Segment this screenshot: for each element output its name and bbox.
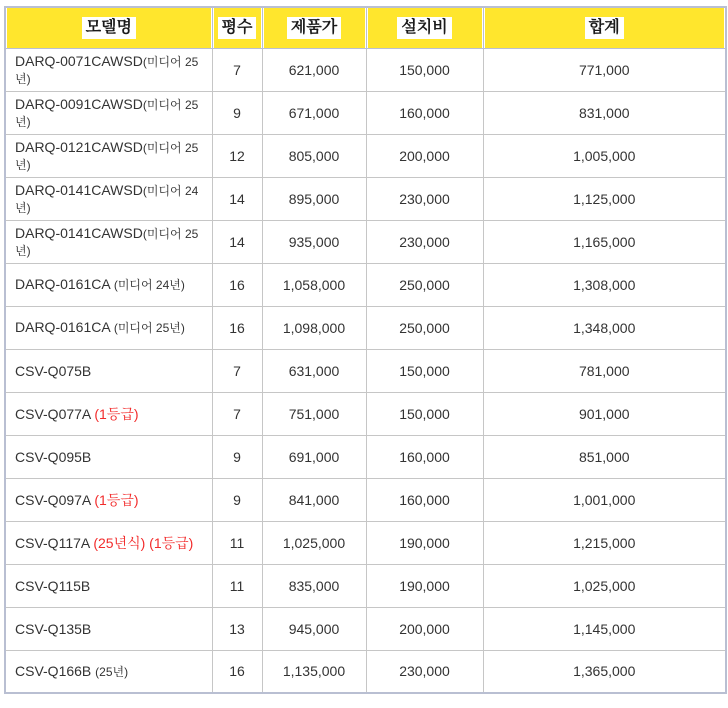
table-row <box>5 607 726 650</box>
total-cell: 1,001,000 <box>483 478 726 521</box>
install-cell: 190,000 <box>366 564 483 607</box>
pyeong-cell: 9 <box>212 478 262 521</box>
total-cell: 1,145,000 <box>483 607 726 650</box>
install-cell: 230,000 <box>366 177 483 220</box>
model-cell <box>5 435 212 478</box>
model-name: CSV-Q097A <box>15 491 91 508</box>
price-cell: 935,000 <box>262 220 366 263</box>
pyeong-cell: 9 <box>212 91 262 134</box>
total-cell: 831,000 <box>483 91 726 134</box>
install-cell: 200,000 <box>366 134 483 177</box>
total-cell: 1,365,000 <box>483 650 726 693</box>
install-cell: 150,000 <box>366 48 483 91</box>
install-cell: 250,000 <box>366 306 483 349</box>
model-name: CSV-Q095B <box>15 448 92 465</box>
table-row <box>5 478 726 521</box>
table-row <box>5 177 726 220</box>
pyeong-cell: 16 <box>212 650 262 693</box>
total-cell: 1,165,000 <box>483 220 726 263</box>
model-name: CSV-Q077A <box>15 405 91 422</box>
install-cell: 250,000 <box>366 263 483 306</box>
table-row <box>5 48 726 91</box>
model-name: DARQ-0091CAWSD <box>15 95 143 112</box>
pyeong-cell: 14 <box>212 177 262 220</box>
table-body <box>5 48 726 693</box>
table-row <box>5 435 726 478</box>
model-note: (미디어 24년) <box>113 278 185 292</box>
model-note: (미디어 25년) <box>15 54 199 86</box>
model-name: DARQ-0141CAWSD <box>15 224 143 241</box>
column-header-total <box>483 7 726 48</box>
column-header-price-label: 제품가 <box>287 17 341 39</box>
install-cell: 190,000 <box>366 521 483 564</box>
model-red-note: (1등급) <box>90 405 139 422</box>
table-row <box>5 650 726 693</box>
table-row <box>5 521 726 564</box>
model-name: CSV-Q117A <box>15 534 90 551</box>
price-cell: 1,058,000 <box>262 263 366 306</box>
pyeong-cell: 7 <box>212 349 262 392</box>
model-cell <box>5 392 212 435</box>
model-note: (미디어 25년) <box>15 140 199 172</box>
header-row <box>5 7 726 48</box>
model-name: DARQ-0121CAWSD <box>15 138 143 155</box>
price-table <box>4 6 727 694</box>
model-cell <box>5 349 212 392</box>
price-cell: 631,000 <box>262 349 366 392</box>
model-name: DARQ-0161CA <box>15 319 114 335</box>
total-cell: 1,348,000 <box>483 306 726 349</box>
pyeong-cell: 9 <box>212 435 262 478</box>
price-cell: 751,000 <box>262 392 366 435</box>
total-cell: 851,000 <box>483 435 726 478</box>
model-red-note: (25년식) (1등급) <box>89 534 194 551</box>
table-header <box>5 7 726 48</box>
model-cell <box>5 134 212 177</box>
pyeong-cell: 11 <box>212 564 262 607</box>
total-cell: 1,215,000 <box>483 521 726 564</box>
model-name: DARQ-0071CAWSD <box>15 52 143 69</box>
total-cell: 1,125,000 <box>483 177 726 220</box>
model-cell <box>5 607 212 650</box>
install-cell: 150,000 <box>366 349 483 392</box>
model-cell <box>5 263 212 306</box>
price-cell: 945,000 <box>262 607 366 650</box>
model-cell <box>5 478 212 521</box>
pyeong-cell: 7 <box>212 48 262 91</box>
total-cell: 771,000 <box>483 48 726 91</box>
total-cell: 901,000 <box>483 392 726 435</box>
install-cell: 230,000 <box>366 220 483 263</box>
price-cell: 691,000 <box>262 435 366 478</box>
pyeong-cell: 14 <box>212 220 262 263</box>
table-row <box>5 306 726 349</box>
table-row <box>5 392 726 435</box>
model-name: CSV-Q166B <box>15 662 96 679</box>
pyeong-cell: 7 <box>212 392 262 435</box>
price-cell: 835,000 <box>262 564 366 607</box>
column-header-model <box>5 7 212 48</box>
install-cell: 160,000 <box>366 435 483 478</box>
model-note: (미디어 25년) <box>113 321 185 335</box>
price-cell: 621,000 <box>262 48 366 91</box>
model-cell <box>5 48 212 91</box>
model-note: (미디어 24년) <box>15 183 199 215</box>
total-cell: 1,005,000 <box>483 134 726 177</box>
model-name: DARQ-0161CA <box>15 276 114 292</box>
model-name: CSV-Q075B <box>15 362 92 379</box>
model-cell <box>5 91 212 134</box>
model-cell <box>5 306 212 349</box>
price-cell: 805,000 <box>262 134 366 177</box>
price-cell: 841,000 <box>262 478 366 521</box>
price-cell: 1,135,000 <box>262 650 366 693</box>
price-cell: 895,000 <box>262 177 366 220</box>
column-header-model-label: 모델명 <box>82 17 136 39</box>
pyeong-cell: 11 <box>212 521 262 564</box>
pyeong-cell: 16 <box>212 306 262 349</box>
column-header-pyeong <box>212 7 262 48</box>
price-cell: 1,025,000 <box>262 521 366 564</box>
model-note: (미디어 25년) <box>15 97 199 129</box>
column-header-price <box>262 7 366 48</box>
model-note: (미디어 25년) <box>15 226 199 258</box>
model-name: DARQ-0141CAWSD <box>15 181 143 198</box>
model-note: (25년) <box>95 664 129 679</box>
pyeong-cell: 12 <box>212 134 262 177</box>
model-cell <box>5 220 212 263</box>
install-cell: 160,000 <box>366 478 483 521</box>
price-cell: 671,000 <box>262 91 366 134</box>
install-cell: 200,000 <box>366 607 483 650</box>
table-row <box>5 134 726 177</box>
model-red-note: (1등급) <box>90 491 139 508</box>
total-cell: 781,000 <box>483 349 726 392</box>
table-row <box>5 349 726 392</box>
model-cell <box>5 521 212 564</box>
total-cell: 1,308,000 <box>483 263 726 306</box>
install-cell: 230,000 <box>366 650 483 693</box>
table-row <box>5 220 726 263</box>
model-cell <box>5 564 212 607</box>
model-cell <box>5 177 212 220</box>
column-header-total-label: 합계 <box>585 17 624 39</box>
install-cell: 160,000 <box>366 91 483 134</box>
table-row <box>5 91 726 134</box>
total-cell: 1,025,000 <box>483 564 726 607</box>
model-name: CSV-Q115B <box>15 577 91 594</box>
price-cell: 1,098,000 <box>262 306 366 349</box>
pyeong-cell: 16 <box>212 263 262 306</box>
install-cell: 150,000 <box>366 392 483 435</box>
model-name: CSV-Q135B <box>15 620 92 637</box>
column-header-install <box>366 7 483 48</box>
column-header-pyeong-label: 평수 <box>218 17 257 39</box>
column-header-install-label: 설치비 <box>397 17 451 39</box>
pyeong-cell: 13 <box>212 607 262 650</box>
model-cell <box>5 650 212 693</box>
table-row <box>5 263 726 306</box>
table-row <box>5 564 726 607</box>
